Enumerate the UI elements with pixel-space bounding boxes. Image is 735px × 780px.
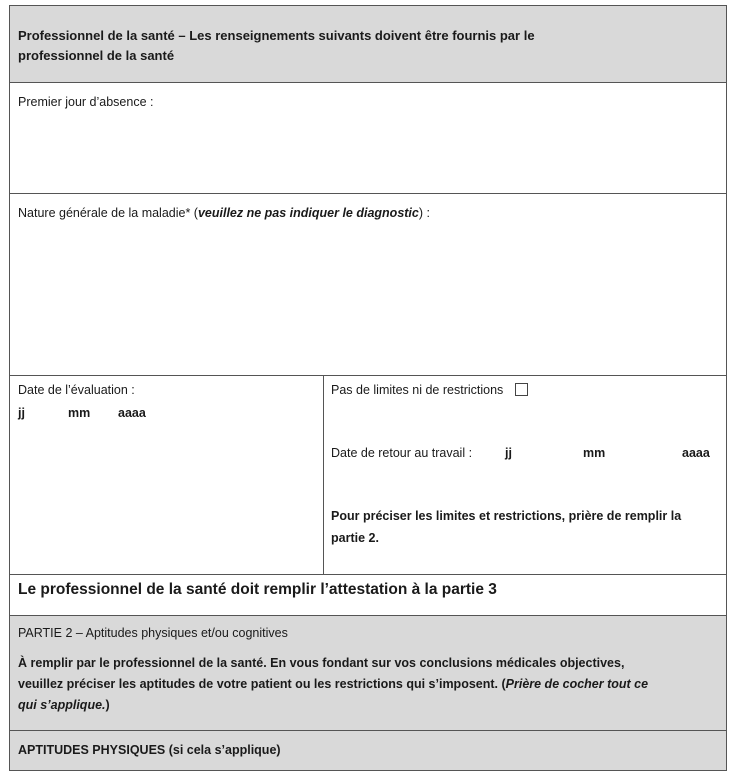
restrictions-instruction	[331, 505, 726, 549]
form-header	[10, 6, 726, 82]
part2-line-2-start: veuillez préciser les aptitudes de votre patient ou les restrictions qui s’imposent. (	[18, 677, 506, 691]
illness-field[interactable]	[10, 194, 726, 375]
illness-label-end: ) :	[418, 206, 430, 220]
evaluation-date-field[interactable]	[10, 376, 323, 574]
part2-line-3	[18, 695, 726, 716]
return-date-row[interactable]	[331, 443, 726, 463]
part2-line-2-emphasis: Prière de cocher tout ce	[505, 677, 649, 691]
illness-label-emphasis: veuillez ne pas indiquer le diagnostic	[197, 206, 419, 220]
absence-field[interactable]	[10, 83, 726, 193]
physical-aptitudes-header	[10, 731, 726, 770]
return-day-placeholder: jj	[505, 446, 512, 460]
evaluation-date-label: Date de l’évaluation :	[18, 383, 135, 397]
part2-line-1: À remplir par le professionnel de la santé. En vous fondant sur vos conclusions médicales objectives,	[18, 656, 625, 670]
illness-label-start: Nature générale de la maladie* (	[18, 206, 198, 220]
return-month-placeholder: mm	[583, 446, 606, 460]
evaluation-date-format	[18, 403, 323, 423]
restrictions-instruction-line-2: partie 2.	[331, 531, 379, 545]
restrictions-section	[324, 376, 726, 574]
health-professional-form	[9, 5, 727, 771]
header-line-2: professionnel de la santé	[18, 48, 175, 63]
no-limits-label: Pas de limites ni de restrictions	[331, 383, 504, 397]
evaluation-day-placeholder: jj	[18, 406, 25, 420]
evaluation-month-placeholder: mm	[68, 406, 91, 420]
part2-title: PARTIE 2 – Aptitudes physiques et/ou cognitives	[18, 626, 288, 640]
physical-aptitudes-title: APTITUDES PHYSIQUES (si cela s’applique)	[18, 743, 281, 757]
part2-instructions	[18, 653, 726, 716]
part2-section	[10, 616, 726, 730]
part2-line-3-emphasis: qui s’applique.	[18, 698, 106, 712]
return-year-placeholder: aaaa	[682, 446, 710, 460]
return-date-label: Date de retour au travail :	[331, 446, 473, 460]
evaluation-year-placeholder: aaaa	[118, 406, 146, 420]
absence-label: Premier jour d’absence :	[18, 95, 154, 109]
no-limits-checkbox[interactable]	[515, 383, 528, 396]
no-limits-row	[331, 380, 726, 400]
restrictions-instruction-line-1: Pour préciser les limites et restrictions, prière de remplir la	[331, 509, 682, 523]
illness-label	[18, 203, 726, 223]
attestation-banner	[10, 575, 726, 615]
header-line-1: Professionnel de la santé – Les renseignements suivants doivent être fournis par le	[18, 28, 535, 43]
part2-line-3-end: )	[105, 698, 110, 712]
attestation-text: Le professionnel de la santé doit remplir l’attestation à la partie 3	[18, 581, 497, 598]
part2-line-2	[18, 674, 726, 695]
